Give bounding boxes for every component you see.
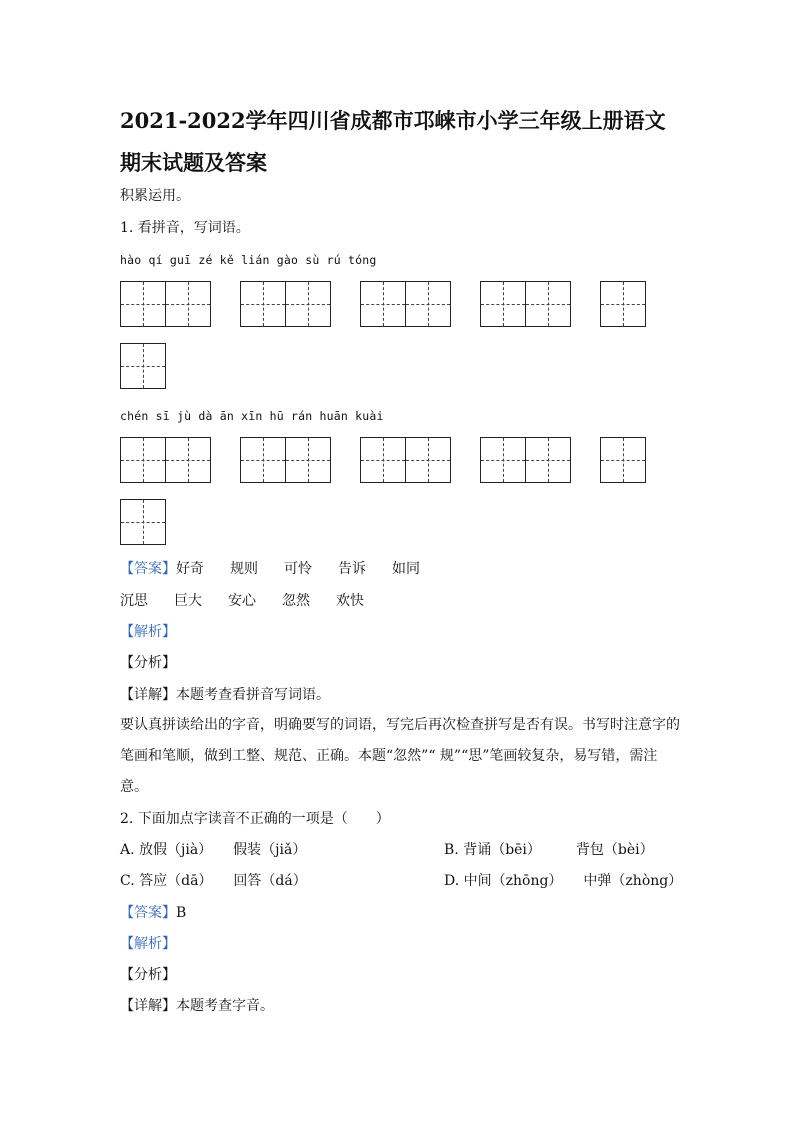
tianzi-cell[interactable] bbox=[360, 437, 406, 483]
answer-box-word[interactable] bbox=[120, 281, 210, 327]
q2-option-a: A. 放假（jià） 假装（jiǎ） bbox=[120, 842, 307, 858]
detail-tag: 【详解】 bbox=[120, 687, 176, 703]
answer-tag: 【答案】 bbox=[120, 905, 176, 921]
tianzi-cell[interactable] bbox=[525, 281, 571, 327]
tianzi-cell[interactable] bbox=[120, 343, 166, 389]
tianzi-cell[interactable] bbox=[240, 437, 286, 483]
q1-answer-line-1 bbox=[120, 559, 446, 579]
tianzi-cell[interactable] bbox=[360, 281, 406, 327]
detail-text: 本题考查字音。 bbox=[176, 998, 274, 1014]
tianzi-cell[interactable] bbox=[165, 437, 211, 483]
answer-word: 安心 bbox=[228, 593, 256, 609]
q1-explanation: 要认真拼读给出的字音，明确要写的词语，写完后再次检查拼写是否有误。书写时注意字的笔画和笔顺，做到工整、规范、正确。本题“忽然”“ 规”“思”笔画较复杂，易写错，需注意。 bbox=[120, 717, 680, 795]
tianzi-cell[interactable] bbox=[240, 281, 286, 327]
answer-box-word[interactable] bbox=[600, 281, 645, 327]
tianzi-cell[interactable] bbox=[285, 281, 331, 327]
answer-box-word[interactable] bbox=[240, 281, 330, 327]
q2-fenxi: 【分析】 bbox=[120, 967, 176, 983]
tianzi-cell[interactable] bbox=[285, 437, 331, 483]
q1-answer-line-2 bbox=[120, 591, 390, 611]
q1-analysis-tag: 【解析】 bbox=[120, 624, 176, 640]
answer-box-word[interactable] bbox=[600, 437, 645, 483]
tianzi-cell[interactable] bbox=[600, 281, 646, 327]
answer-word: 如同 bbox=[392, 561, 420, 577]
answer-box-word[interactable] bbox=[480, 281, 570, 327]
q2-option-b: B. 背诵（bēi） 背包（bèi） bbox=[444, 842, 654, 858]
tianzi-cell[interactable] bbox=[405, 437, 451, 483]
answer-word: 规则 bbox=[230, 561, 258, 577]
answer-word: 欢快 bbox=[336, 593, 364, 609]
tianzi-cell[interactable] bbox=[480, 437, 526, 483]
q1-stem: 1. 看拼音，写词语。 bbox=[120, 220, 250, 236]
q2-detail bbox=[120, 996, 274, 1016]
answer-word: 告诉 bbox=[338, 561, 366, 577]
q1-fenxi: 【分析】 bbox=[120, 655, 176, 671]
answer-box-word[interactable] bbox=[480, 437, 570, 483]
tianzi-cell[interactable] bbox=[165, 281, 211, 327]
answer-box-word[interactable] bbox=[120, 499, 165, 545]
q2-stem: 2. 下面加点字读音不正确的一项是（ ） bbox=[120, 811, 390, 827]
tianzi-cell[interactable] bbox=[120, 437, 166, 483]
q2-option-d: D. 中间（zhōng） 中弹（zhòng） bbox=[444, 873, 683, 889]
pinyin-row-2: chén sī jù dà ān xīn hū rán huān kuài bbox=[120, 409, 384, 423]
tianzi-cell[interactable] bbox=[525, 437, 571, 483]
answer-box-word[interactable] bbox=[360, 437, 450, 483]
answer-word: 可怜 bbox=[284, 561, 312, 577]
pinyin-row-1: hào qí guī zé kě lián gào sù rú tóng bbox=[120, 253, 377, 267]
answer-tag: 【答案】 bbox=[120, 561, 176, 577]
detail-text: 本题考查看拼音写词语。 bbox=[176, 687, 330, 703]
answer-value: B bbox=[176, 905, 187, 921]
answer-word: 忽然 bbox=[282, 593, 310, 609]
section-heading: 积累运用。 bbox=[120, 188, 190, 204]
page-title: 2021-2022学年四川省成都市邛崃市小学三年级上册语文期末试题及答案 bbox=[120, 108, 666, 175]
q2-option-c: C. 答应（dā） 回答（dá） bbox=[120, 873, 307, 889]
tianzi-cell[interactable] bbox=[405, 281, 451, 327]
tianzi-cell[interactable] bbox=[600, 437, 646, 483]
q2-answer bbox=[120, 903, 186, 923]
q1-detail bbox=[120, 685, 330, 705]
answer-word: 好奇 bbox=[176, 561, 204, 577]
answer-box-word[interactable] bbox=[360, 281, 450, 327]
answer-box-word[interactable] bbox=[120, 437, 210, 483]
tianzi-cell[interactable] bbox=[120, 281, 166, 327]
answer-word: 巨大 bbox=[174, 593, 202, 609]
tianzi-cell[interactable] bbox=[480, 281, 526, 327]
answer-box-word[interactable] bbox=[120, 343, 165, 389]
tianzi-cell[interactable] bbox=[120, 499, 166, 545]
detail-tag: 【详解】 bbox=[120, 998, 176, 1014]
q2-analysis-tag: 【解析】 bbox=[120, 936, 176, 952]
answer-word: 沉思 bbox=[120, 593, 148, 609]
answer-box-word[interactable] bbox=[240, 437, 330, 483]
